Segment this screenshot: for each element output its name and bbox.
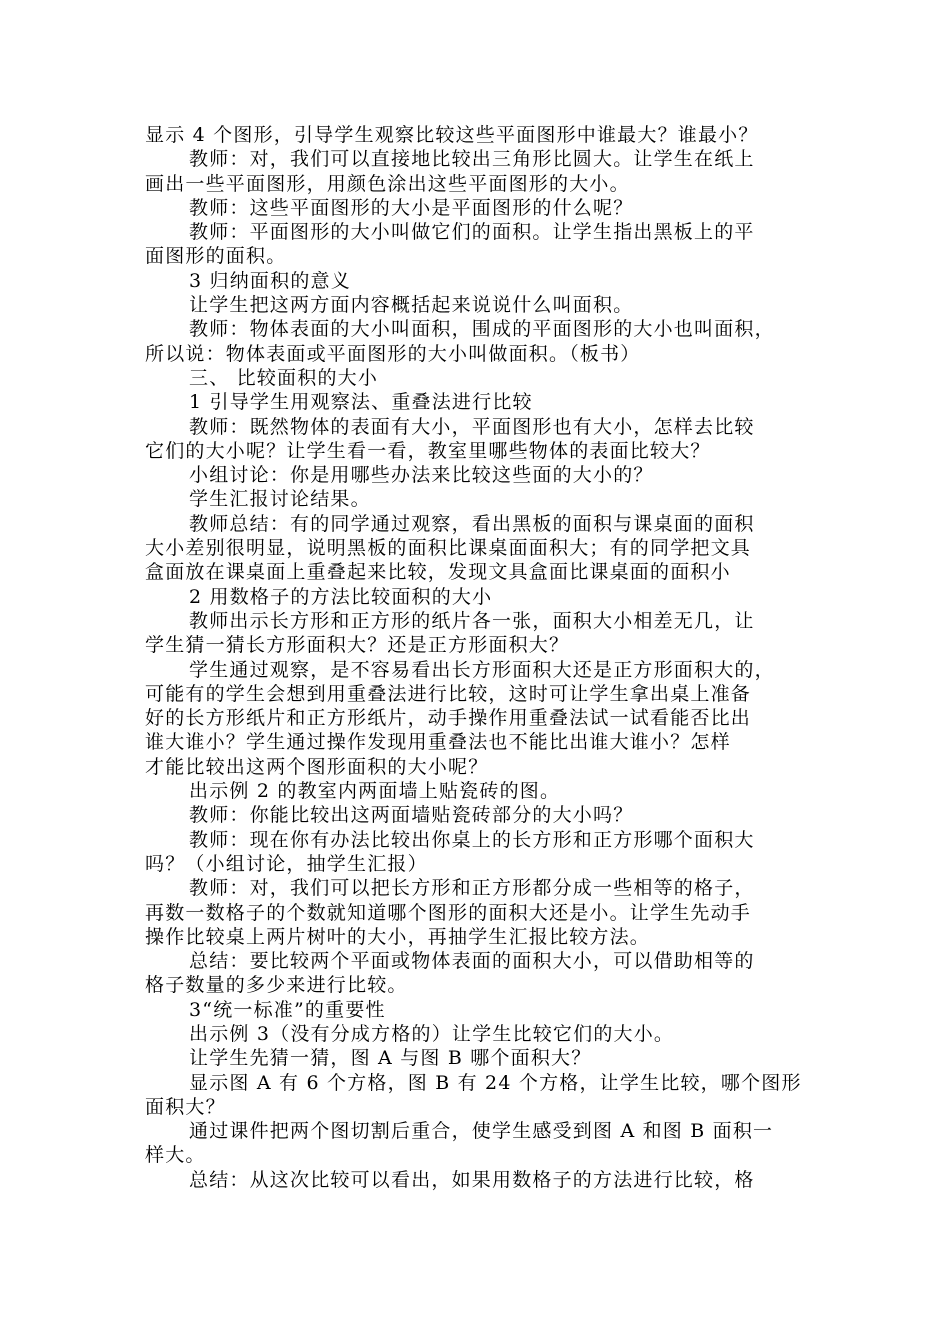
text-line: 3 归纳面积的意义	[189, 269, 351, 292]
text-line: 教师：对，我们可以把长方形和正方形都分成一些相等的格子，	[189, 877, 755, 900]
text-line: 教师：这些平面图形的大小是平面图形的什么呢？	[189, 196, 634, 219]
text-line: 面图形的面积。	[145, 245, 287, 268]
text-line: 通过课件把两个图切割后重合，使学生感受到图 A 和图 B 面积一	[189, 1120, 774, 1143]
text-line: 好的长方形纸片和正方形纸片，动手操作用重叠法试一试看能否比出	[145, 707, 752, 730]
text-line: 出示例 2 的教室内两面墙上贴瓷砖的图。	[189, 780, 561, 803]
text-line: 1 引导学生用观察法、重叠法进行比较	[189, 391, 533, 414]
text-line: 谁大谁小？学生通过操作发现用重叠法也不能比出谁大谁小？怎样	[145, 731, 731, 754]
text-line: 才能比较出这两个图形面积的大小呢？	[145, 755, 489, 778]
text-line: 面积大？	[145, 1095, 226, 1118]
text-line: 学生通过观察，是不容易看出长方形面积大还是正方形面积大的，	[189, 658, 775, 681]
text-line: 可能有的学生会想到用重叠法进行比较，这时可让学生拿出桌上准备	[145, 682, 752, 705]
text-line: 教师出示长方形和正方形的纸片各一张，面积大小相差无几，让	[189, 609, 755, 632]
text-line: 样大。	[145, 1144, 206, 1167]
text-line: 小组讨论：你是用哪些办法来比较这些面的大小的？	[189, 464, 654, 487]
text-line: 画出一些平面图形，用颜色涂出这些平面图形的大小。	[145, 172, 630, 195]
text-line: 总结：从这次比较可以看出，如果用数格子的方法进行比较，格	[189, 1168, 755, 1191]
text-line: 教师：物体表面的大小叫面积，围成的平面图形的大小也叫面积，	[189, 318, 775, 341]
text-line: 教师：你能比较出这两面墙贴瓷砖部分的大小吗？	[189, 804, 634, 827]
document-body	[145, 123, 815, 1192]
text-line: 让学生把这两方面内容概括起来说说什么叫面积。	[189, 294, 634, 317]
text-line: 让学生先猜一猜，图 A 与图 B 哪个面积大？	[189, 1047, 592, 1070]
text-line: 教师：平面图形的大小叫做它们的面积。让学生指出黑板上的平	[189, 221, 755, 244]
text-line: 出示例 3（没有分成方格的）让学生比较它们的大小。	[189, 1022, 675, 1045]
text-line: 显示图 A 有 6 个方格，图 B 有 24 个方格，让学生比较，哪个图形	[189, 1071, 802, 1094]
text-line: 2 用数格子的方法比较面积的大小	[189, 585, 493, 608]
text-line: 总结：要比较两个平面或物体表面的面积大小，可以借助相等的	[189, 950, 755, 973]
text-line: 教师：对，我们可以直接地比较出三角形比圆大。让学生在纸上	[189, 148, 755, 171]
text-line: 3“统一标准”的重要性	[189, 998, 386, 1021]
text-line: 格子数量的多少来进行比较。	[145, 974, 408, 997]
text-line: 学生猜一猜长方形面积大？还是正方形面积大？	[145, 634, 570, 657]
text-line: 三、 比较面积的大小	[189, 366, 379, 389]
text-line: 操作比较桌上两片树叶的大小，再抽学生汇报比较方法。	[145, 925, 651, 948]
text-line: 学生汇报讨论结果。	[189, 488, 371, 511]
text-line: 它们的大小呢？让学生看一看，教室里哪些物体的表面比较大？	[145, 439, 711, 462]
text-line: 教师：现在你有办法比较出你桌上的长方形和正方形哪个面积大	[189, 828, 755, 851]
text-line: 吗？（小组讨论，抽学生汇报）	[145, 852, 428, 875]
text-line: 显示 4 个图形，引导学生观察比较这些平面图形中谁最大？谁最小？	[145, 124, 759, 146]
text-line: 所以说：物体表面或平面图形的大小叫做面积。（板书）	[145, 342, 641, 365]
text-line: 盒面放在课桌面上重叠起来比较，发现文具盒面比课桌面的面积小	[145, 561, 731, 584]
text-line: 大小差别很明显，说明黑板的面积比课桌面面积大；有的同学把文具	[145, 537, 752, 560]
text-line: 教师：既然物体的表面有大小，平面图形也有大小，怎样去比较	[189, 415, 755, 438]
text-line: 教师总结：有的同学通过观察，看出黑板的面积与课桌面的面积	[189, 512, 755, 535]
text-line: 再数一数格子的个数就知道哪个图形的面积大还是小。让学生先动手	[145, 901, 752, 924]
